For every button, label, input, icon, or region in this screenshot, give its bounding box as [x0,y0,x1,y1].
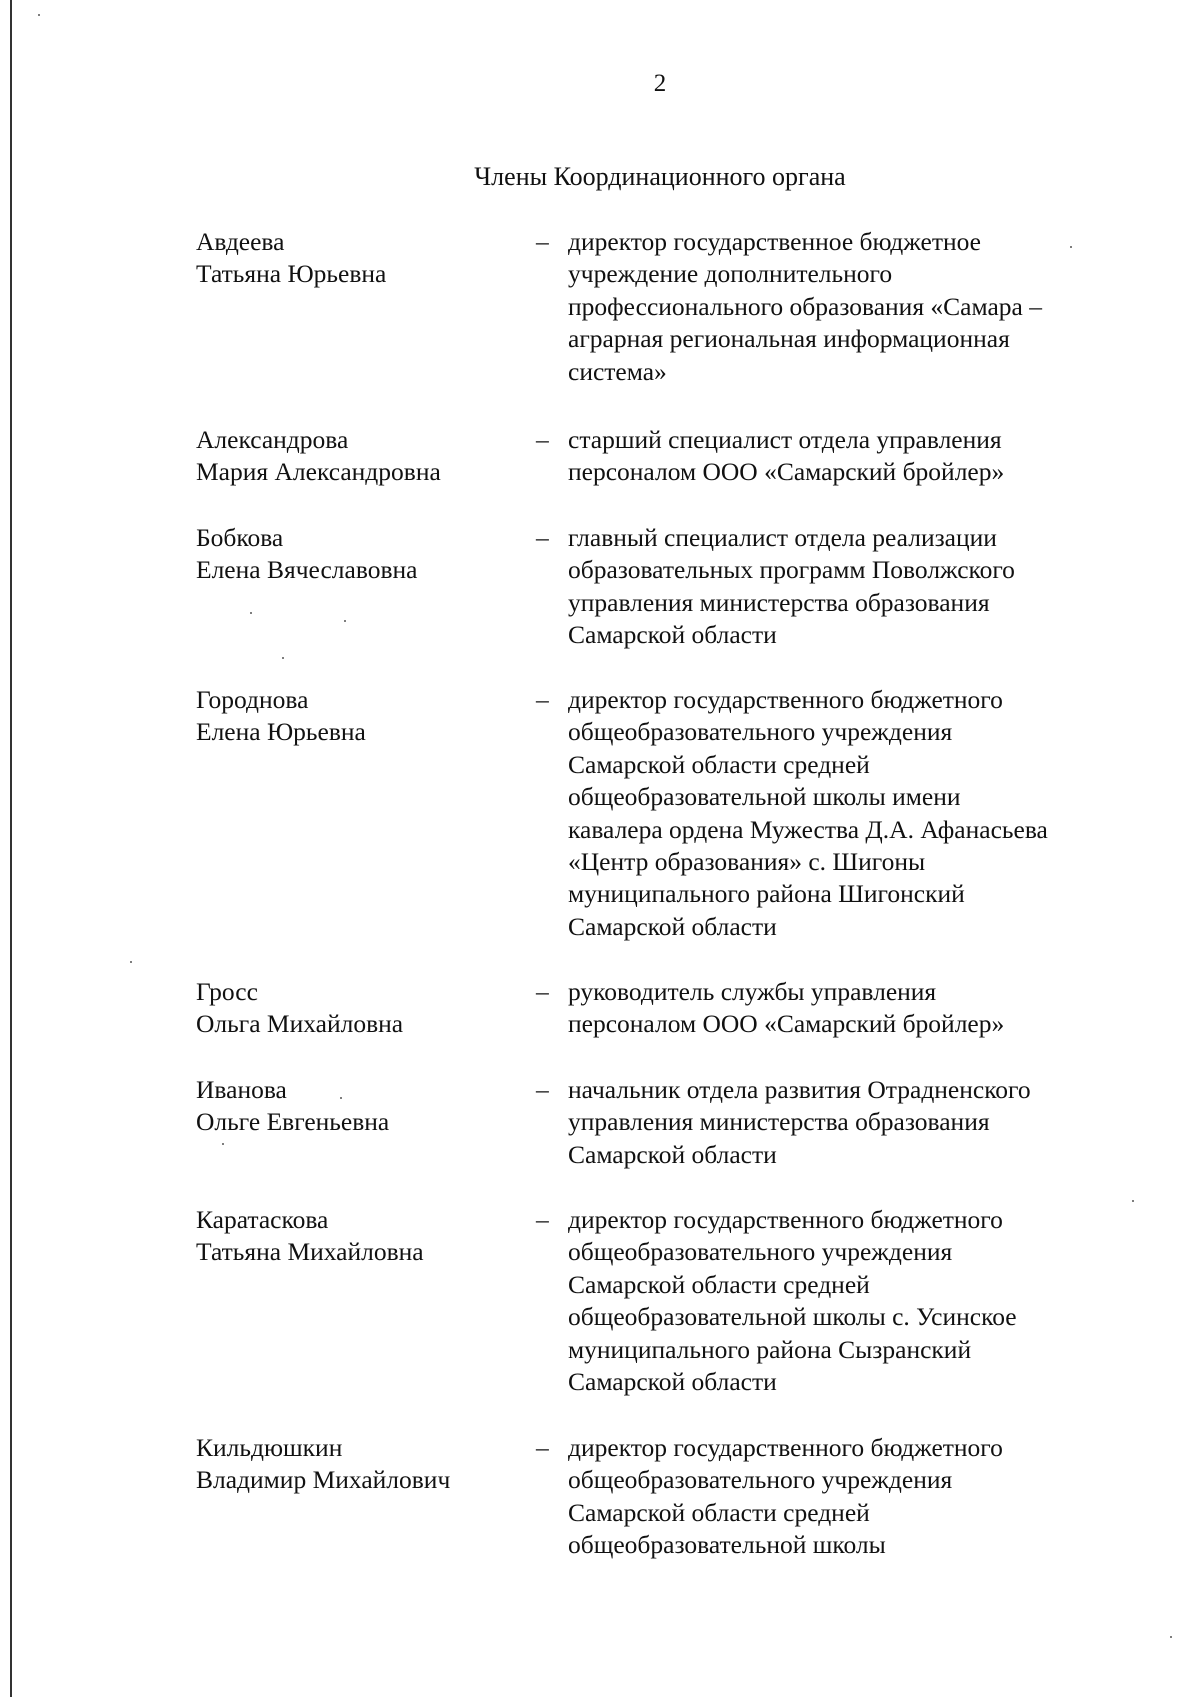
member-given-names: Ольге Евгеньевна [196,1107,390,1137]
member-surname: Гросс [196,977,258,1006]
dash-separator: – [536,1433,549,1462]
scan-speck [222,1143,224,1145]
position-line: старший специалист отдела управления [568,425,1002,454]
position-line: Самарской области средней [568,1497,870,1527]
page-number: 2 [653,70,667,97]
dash-separator: – [536,685,549,714]
member-given-names: Татьяна Юрьевна [196,259,387,289]
position-line: директор государственного бюджетного [568,685,1003,714]
dash-separator: – [536,227,549,256]
position-line: общеобразовательного учреждения [568,1237,953,1267]
scan-speck [38,14,40,16]
position-line: Самарской области [568,911,777,941]
member-name [196,976,526,1041]
position-line: персоналом ООО «Самарский бройлер» [568,457,1005,487]
position-line: Самарской области средней [568,1269,870,1299]
position-line: аграрная региональная информационная [568,324,1010,354]
scan-speck [340,1097,342,1099]
member-position [568,522,1116,652]
scan-speck [344,620,346,622]
position-line: общеобразовательного учреждения [568,717,953,747]
member-position [568,1204,1116,1398]
member-surname: Александрова [196,425,349,454]
member-name [196,1432,526,1497]
member-given-names: Мария Александровна [196,457,441,487]
position-line: профессионального образования «Самара – [568,291,1042,321]
position-line: персоналом ООО «Самарский бройлер» [568,1009,1005,1039]
member-position [568,1432,1116,1562]
position-line: муниципального района Сызранский [568,1334,972,1364]
member-name [196,1204,526,1269]
member-position [568,424,1116,489]
position-line: начальник отдела развития Отрадненского [568,1075,1031,1104]
position-line: директор государственного бюджетного [568,1205,1003,1234]
scan-speck [1132,1200,1134,1202]
dash-separator: – [536,1075,549,1104]
member-surname: Бобкова [196,523,284,552]
position-line: Самарской области [568,1367,777,1397]
scan-speck [250,612,252,614]
scan-speck [282,657,284,659]
position-line: общеобразовательной школы имени [568,782,961,812]
member-position [568,976,1116,1041]
position-line: образовательных программ Поволжского [568,555,1015,585]
position-line: учреждение дополнительного [568,259,893,289]
position-line: общеобразовательного учреждения [568,1465,953,1495]
member-position [568,1074,1116,1171]
position-line: муниципального района Шигонский [568,879,965,909]
dash-separator: – [536,523,549,552]
member-surname: Авдеева [196,227,285,256]
position-line: система» [568,356,667,386]
scan-speck [1170,1636,1172,1638]
position-line: управления министерства образования [568,1107,990,1137]
dash-separator: – [536,977,549,1006]
member-given-names: Елена Вячеславовна [196,555,418,585]
member-surname: Городнова [196,685,309,714]
scan-edge-line [10,0,12,1697]
position-line: руководитель службы управления [568,977,937,1006]
member-surname: Кильдюшкин [196,1433,343,1462]
member-name [196,1074,526,1139]
dash-separator: – [536,1205,549,1234]
position-line: главный специалист отдела реализации [568,523,997,552]
document-title: Члены Координационного органа [474,162,846,191]
member-position [568,684,1116,943]
position-line: директор государственного бюджетного [568,1433,1003,1462]
position-line: общеобразовательной школы с. Усинское [568,1302,1017,1332]
member-name [196,522,526,587]
member-given-names: Ольга Михайловна [196,1009,404,1039]
member-name [196,226,526,291]
position-line: кавалера ордена Мужества Д.А. Афанасьева [568,814,1048,844]
member-surname: Иванова [196,1075,287,1104]
member-name [196,684,526,749]
member-position [568,226,1116,388]
scan-speck [130,961,132,963]
dash-separator: – [536,425,549,454]
member-given-names: Елена Юрьевна [196,717,366,747]
member-given-names: Владимир Михайлович [196,1465,451,1495]
position-line: Самарской области средней [568,749,870,779]
position-line: общеобразовательной школы [568,1530,886,1560]
member-given-names: Татьяна Михайловна [196,1237,424,1267]
position-line: Самарской области [568,620,777,650]
position-line: Самарской области [568,1139,777,1169]
scan-speck [1070,246,1072,248]
member-name [196,424,526,489]
position-line: «Центр образования» с. Шигоны [568,847,926,877]
position-line: директор государственное бюджетное [568,227,981,256]
member-surname: Каратаскова [196,1205,329,1234]
position-line: управления министерства образования [568,587,990,617]
